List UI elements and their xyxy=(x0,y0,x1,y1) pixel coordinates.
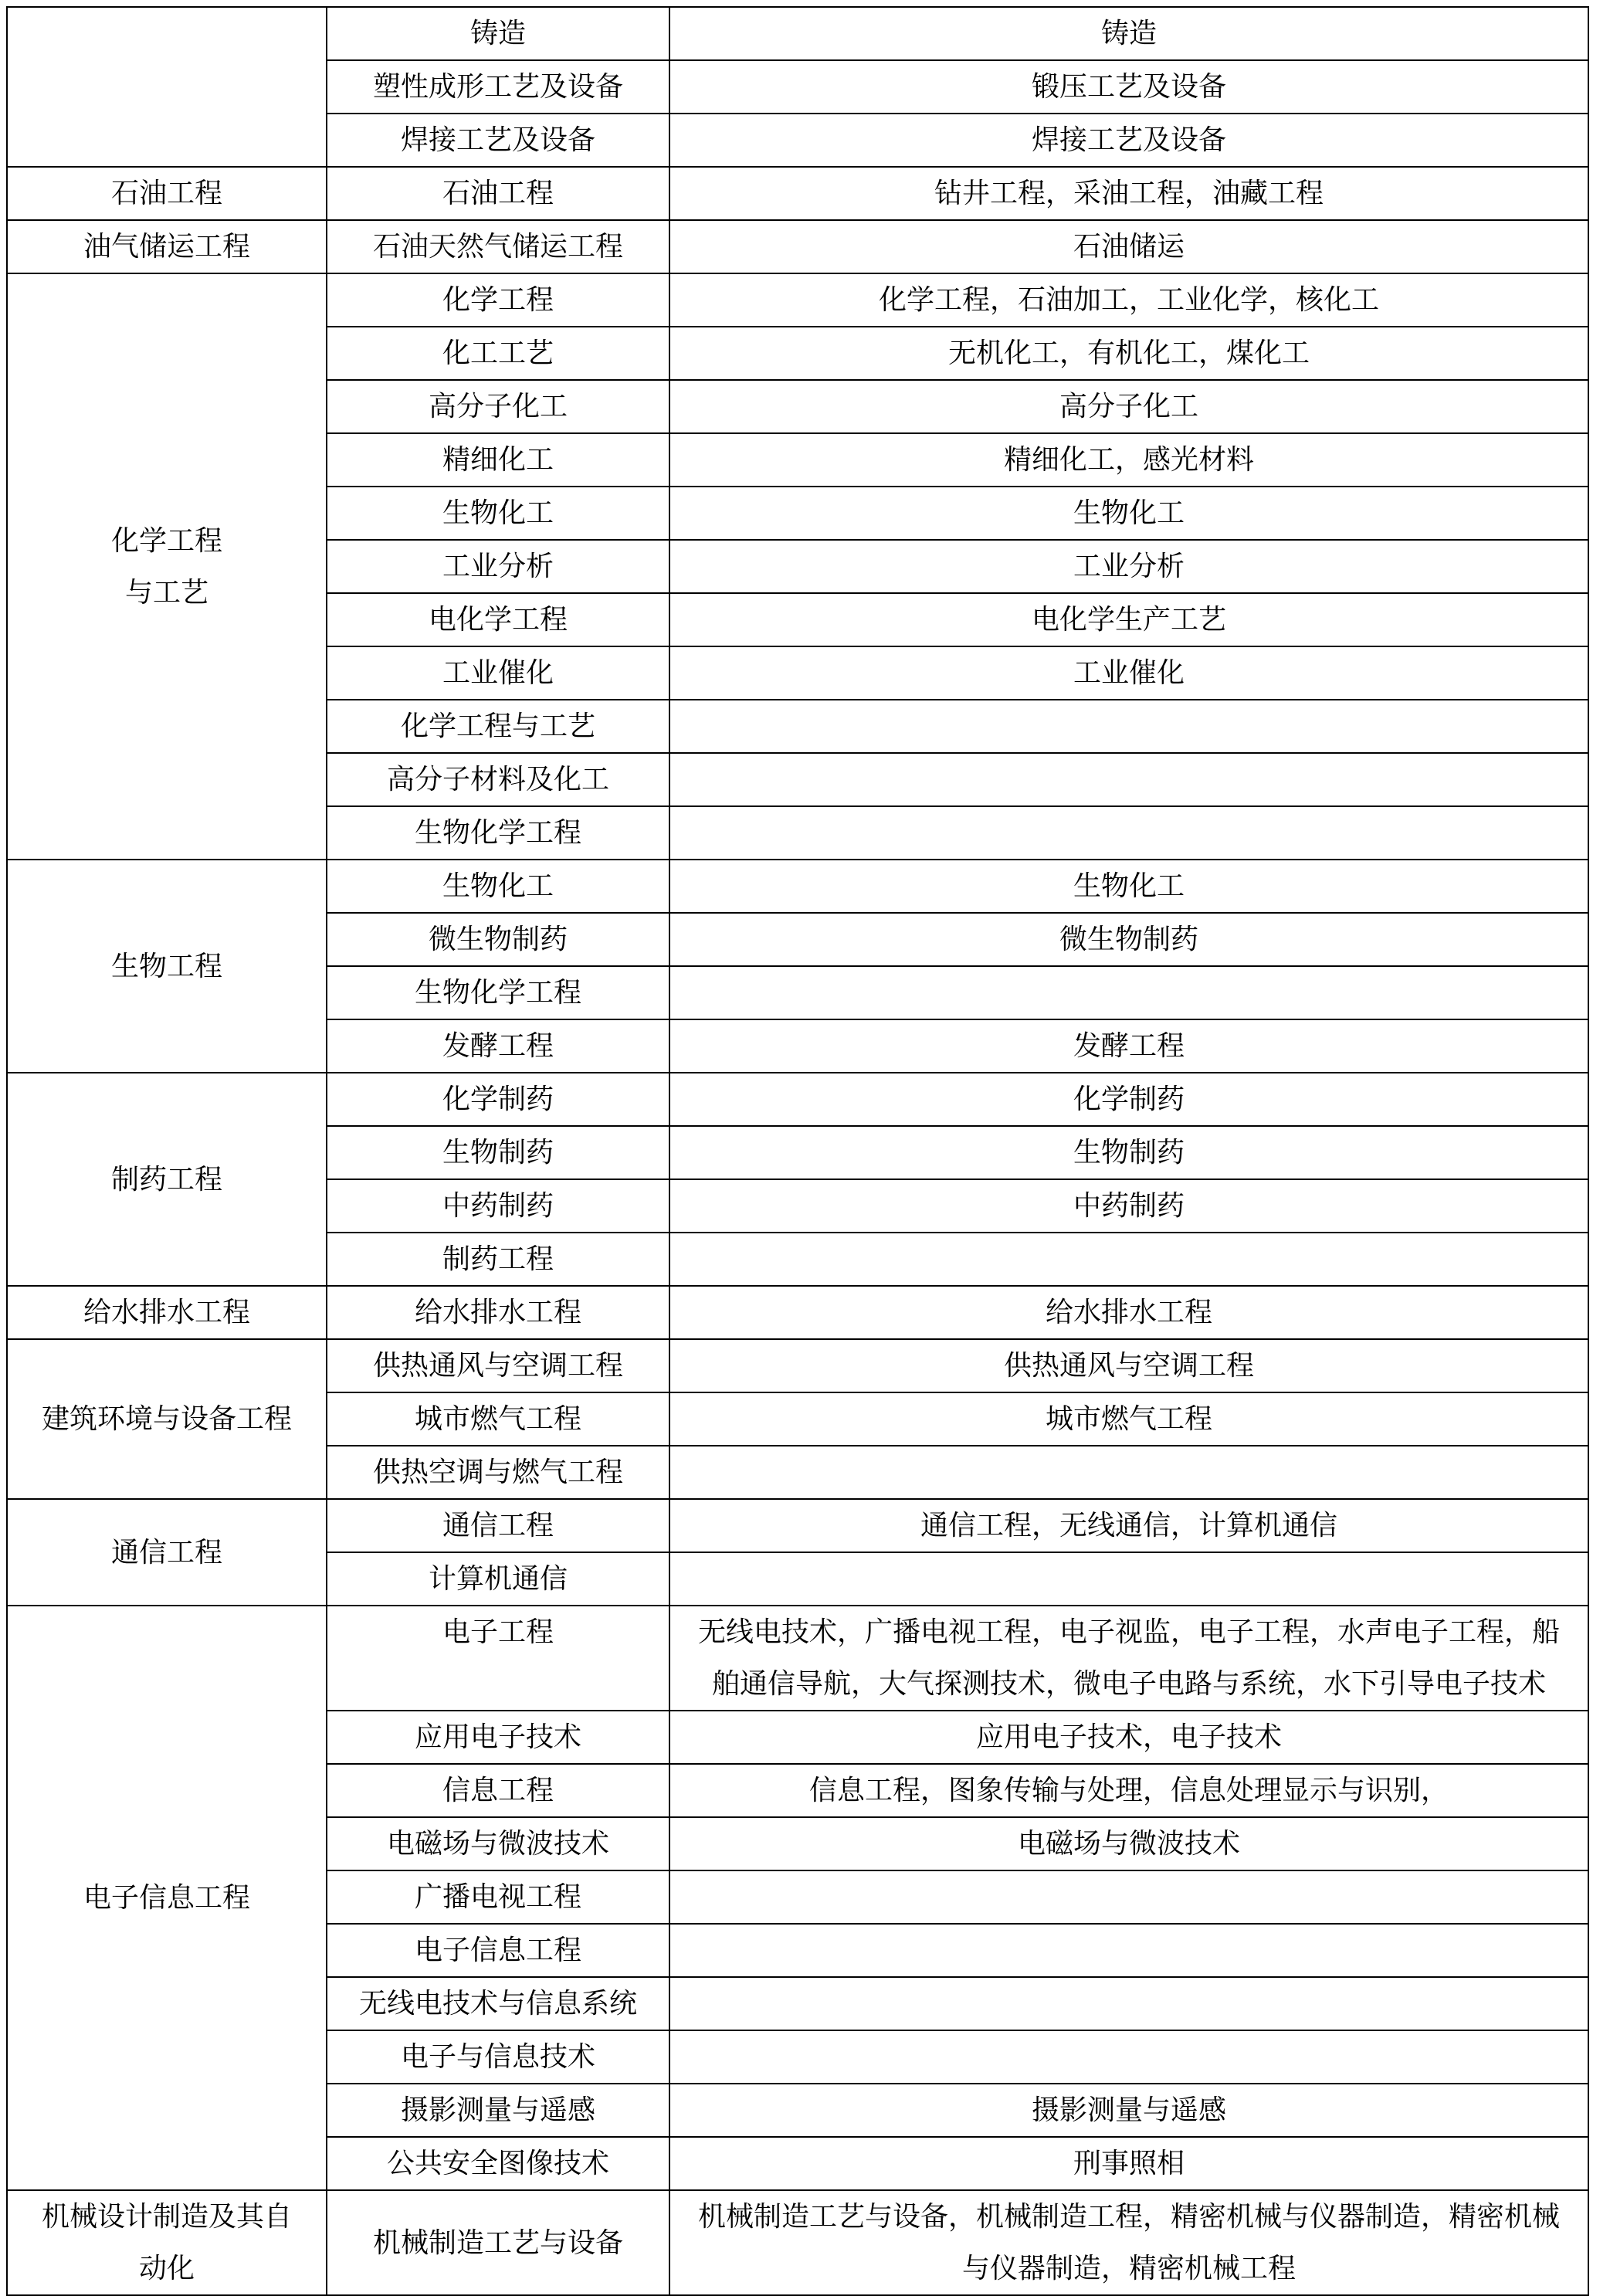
major-cell: 工业分析 xyxy=(327,540,669,593)
category-cell xyxy=(7,7,327,167)
major-cell: 应用电子技术 xyxy=(327,1711,669,1764)
old-major-cell xyxy=(669,2190,1588,2295)
table-row xyxy=(7,167,1588,220)
major-mapping-table xyxy=(6,6,1589,2296)
major-cell: 生物化学工程 xyxy=(327,966,669,1019)
old-major-line: 舶通信导航，大气探测技术，微电子电路与系统，水下引导电子技术 xyxy=(711,1668,1546,1700)
old-major-cell xyxy=(669,1606,1588,1711)
old-major-cell xyxy=(669,1870,1588,1924)
old-major-line: 给水排水工程 xyxy=(1045,1297,1212,1328)
table-row xyxy=(7,7,1588,60)
category-cell: 机械设计制造及其自 动化 xyxy=(7,2190,327,2295)
old-major-cell xyxy=(669,860,1588,913)
old-major-line: 与仪器制造，精密机械工程 xyxy=(961,2253,1296,2284)
category-cell: 给水排水工程 xyxy=(7,1286,327,1339)
old-major-line: 钻井工程，采油工程，油藏工程 xyxy=(934,178,1324,209)
old-major-cell xyxy=(669,1179,1588,1233)
table-row xyxy=(7,220,1588,273)
old-major-line: 刑事照相 xyxy=(1073,2148,1185,2179)
old-major-cell xyxy=(669,220,1588,273)
major-cell: 信息工程 xyxy=(327,1764,669,1817)
old-major-line: 信息工程，图象传输与处理，信息处理显示与识别， xyxy=(808,1775,1449,1806)
old-major-line: 生物制药 xyxy=(1073,1137,1185,1168)
old-major-line: 高分子化工 xyxy=(1059,391,1198,422)
table-row xyxy=(7,860,1588,913)
old-major-line: 精细化工，感光材料 xyxy=(1003,444,1254,476)
major-cell: 高分子化工 xyxy=(327,380,669,433)
old-major-line: 电化学生产工艺 xyxy=(1031,604,1226,636)
old-major-cell xyxy=(669,806,1588,860)
major-cell: 电磁场与微波技术 xyxy=(327,1817,669,1870)
old-major-cell xyxy=(669,753,1588,806)
old-major-cell xyxy=(669,167,1588,220)
category-cell: 通信工程 xyxy=(7,1499,327,1606)
old-major-cell xyxy=(669,1552,1588,1606)
table-body xyxy=(7,7,1588,2295)
major-cell: 塑性成形工艺及设备 xyxy=(327,60,669,114)
old-major-line: 发酵工程 xyxy=(1073,1030,1185,1062)
old-major-cell xyxy=(669,2084,1588,2137)
old-major-line: 微生物制药 xyxy=(1059,924,1198,955)
old-major-cell xyxy=(669,1392,1588,1446)
major-cell: 生物化学工程 xyxy=(327,806,669,860)
old-major-line: 铸造 xyxy=(1100,18,1157,49)
category-cell: 化学工程 与工艺 xyxy=(7,273,327,860)
major-cell: 高分子材料及化工 xyxy=(327,753,669,806)
major-cell: 发酵工程 xyxy=(327,1019,669,1073)
major-cell: 焊接工艺及设备 xyxy=(327,114,669,167)
old-major-line: 锻压工艺及设备 xyxy=(1031,71,1226,103)
table-row xyxy=(7,1339,1588,1392)
old-major-cell xyxy=(669,646,1588,700)
major-cell: 化学制药 xyxy=(327,1073,669,1126)
major-cell: 城市燃气工程 xyxy=(327,1392,669,1446)
old-major-cell xyxy=(669,1711,1588,1764)
major-cell: 化工工艺 xyxy=(327,327,669,380)
major-cell: 电化学工程 xyxy=(327,593,669,646)
old-major-cell xyxy=(669,60,1588,114)
major-cell: 电子信息工程 xyxy=(327,1924,669,1977)
old-major-cell xyxy=(669,966,1588,1019)
old-major-cell xyxy=(669,593,1588,646)
old-major-line: 工业催化 xyxy=(1073,657,1185,689)
category-cell: 电子信息工程 xyxy=(7,1606,327,2190)
old-major-cell xyxy=(669,2030,1588,2084)
category-cell: 制药工程 xyxy=(7,1073,327,1286)
old-major-line: 焊接工艺及设备 xyxy=(1031,124,1226,156)
major-cell: 工业催化 xyxy=(327,646,669,700)
old-major-line: 电磁场与微波技术 xyxy=(1017,1828,1240,1860)
old-major-line: 化学制药 xyxy=(1073,1084,1185,1115)
table-row xyxy=(7,1606,1588,1711)
major-cell: 电子工程 xyxy=(327,1606,669,1711)
major-cell: 广播电视工程 xyxy=(327,1870,669,1924)
major-cell: 通信工程 xyxy=(327,1499,669,1552)
table-row xyxy=(7,1499,1588,1552)
major-cell: 生物制药 xyxy=(327,1126,669,1179)
old-major-cell xyxy=(669,1977,1588,2030)
old-major-cell xyxy=(669,1339,1588,1392)
major-cell: 电子与信息技术 xyxy=(327,2030,669,2084)
old-major-cell xyxy=(669,700,1588,753)
old-major-line: 通信工程，无线通信，计算机通信 xyxy=(920,1510,1337,1541)
old-major-cell xyxy=(669,327,1588,380)
major-cell: 中药制药 xyxy=(327,1179,669,1233)
old-major-line: 生物化工 xyxy=(1073,870,1185,902)
old-major-line: 化学工程，石油加工，工业化学，核化工 xyxy=(878,284,1379,316)
major-cell: 化学工程与工艺 xyxy=(327,700,669,753)
major-cell: 生物化工 xyxy=(327,860,669,913)
major-cell: 生物化工 xyxy=(327,487,669,540)
old-major-cell xyxy=(669,1286,1588,1339)
major-cell: 给水排水工程 xyxy=(327,1286,669,1339)
major-cell: 精细化工 xyxy=(327,433,669,487)
old-major-line: 中药制药 xyxy=(1073,1190,1185,1222)
old-major-cell xyxy=(669,1446,1588,1499)
old-major-cell xyxy=(669,1499,1588,1552)
major-cell: 化学工程 xyxy=(327,273,669,327)
major-cell: 供热通风与空调工程 xyxy=(327,1339,669,1392)
category-cell: 石油工程 xyxy=(7,167,327,220)
major-cell: 机械制造工艺与设备 xyxy=(327,2190,669,2295)
table-row xyxy=(7,273,1588,327)
old-major-line: 无机化工，有机化工，煤化工 xyxy=(947,337,1310,369)
old-major-line: 城市燃气工程 xyxy=(1045,1403,1212,1435)
major-cell: 石油天然气储运工程 xyxy=(327,220,669,273)
old-major-line: 供热通风与空调工程 xyxy=(1003,1350,1254,1382)
major-cell: 制药工程 xyxy=(327,1233,669,1286)
old-major-cell xyxy=(669,913,1588,966)
old-major-cell xyxy=(669,1764,1588,1817)
old-major-cell xyxy=(669,7,1588,60)
old-major-line: 应用电子技术，电子技术 xyxy=(975,1721,1282,1753)
old-major-cell xyxy=(669,487,1588,540)
major-cell: 无线电技术与信息系统 xyxy=(327,1977,669,2030)
old-major-cell xyxy=(669,1126,1588,1179)
category-cell: 油气储运工程 xyxy=(7,220,327,273)
major-cell: 摄影测量与遥感 xyxy=(327,2084,669,2137)
old-major-line: 工业分析 xyxy=(1073,551,1185,582)
table-row xyxy=(7,1073,1588,1126)
major-cell: 微生物制药 xyxy=(327,913,669,966)
old-major-cell xyxy=(669,114,1588,167)
old-major-line: 摄影测量与遥感 xyxy=(1031,2094,1226,2126)
old-major-cell xyxy=(669,2137,1588,2190)
major-cell: 供热空调与燃气工程 xyxy=(327,1446,669,1499)
major-cell: 公共安全图像技术 xyxy=(327,2137,669,2190)
old-major-cell xyxy=(669,380,1588,433)
old-major-cell xyxy=(669,1817,1588,1870)
category-cell: 生物工程 xyxy=(7,860,327,1073)
old-major-line: 机械制造工艺与设备，机械制造工程，精密机械与仪器制造，精密机械 xyxy=(697,2201,1560,2233)
old-major-cell xyxy=(669,433,1588,487)
old-major-line: 生物化工 xyxy=(1073,497,1185,529)
table-row xyxy=(7,2190,1588,2295)
old-major-cell xyxy=(669,1019,1588,1073)
old-major-cell xyxy=(669,1924,1588,1977)
major-cell: 计算机通信 xyxy=(327,1552,669,1606)
major-cell: 石油工程 xyxy=(327,167,669,220)
table-row xyxy=(7,1286,1588,1339)
major-cell: 铸造 xyxy=(327,7,669,60)
old-major-cell xyxy=(669,273,1588,327)
old-major-cell xyxy=(669,540,1588,593)
category-cell: 建筑环境与设备工程 xyxy=(7,1339,327,1499)
old-major-line: 石油储运 xyxy=(1073,231,1185,263)
old-major-line: 无线电技术，广播电视工程，电子视监，电子工程，水声电子工程，船 xyxy=(697,1616,1560,1648)
old-major-cell xyxy=(669,1233,1588,1286)
old-major-cell xyxy=(669,1073,1588,1126)
